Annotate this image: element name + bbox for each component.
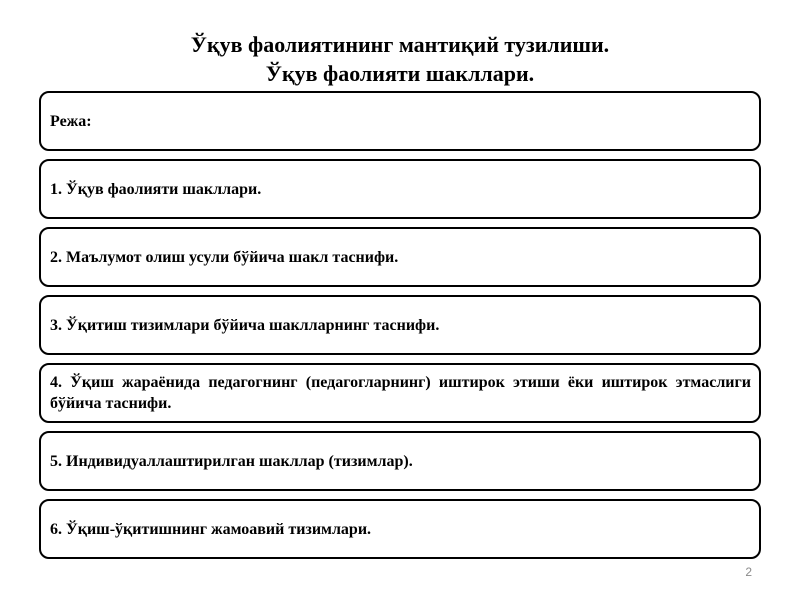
plan-item-2-box	[39, 227, 761, 287]
plan-item-5-box	[39, 431, 761, 491]
plan-item-4-box	[39, 363, 761, 423]
slide-title-line-1: Ўқув фаолиятининг мантиқий тузилиши.	[190, 32, 610, 57]
plan-item-4: 4. Ўқиш жараёнида педагогнинг (педагогларнинг) иштирок этиши ёки иштирок этмаслиги бўйича таснифи.	[50, 374, 751, 412]
plan-item-3-box	[39, 295, 761, 355]
plan-item-1-box	[39, 159, 761, 219]
plan-header-box	[39, 91, 761, 151]
plan-item-1: 1. Ўқув фаолияти шакллари.	[50, 180, 262, 198]
plan-item-3: 3. Ўқитиш тизимлари бўйича шаклларнинг таснифи.	[50, 316, 440, 334]
plan-item-5: 5. Индивидуаллаштирилган шакллар (тизимлар).	[50, 452, 413, 470]
slide-title	[0, 30, 800, 88]
plan-item-6: 6. Ўқиш-ўқитишнинг жамоавий тизимлари.	[50, 520, 372, 538]
plan-label: Режа:	[50, 112, 92, 130]
plan-item-2: 2. Маълумот олиш усули бўйича шакл таснифи.	[50, 248, 399, 266]
slide-title-line-2: Ўқув фаолияти шакллари.	[265, 61, 535, 86]
plan-item-6-box	[39, 499, 761, 559]
page-number: 2	[745, 565, 752, 579]
